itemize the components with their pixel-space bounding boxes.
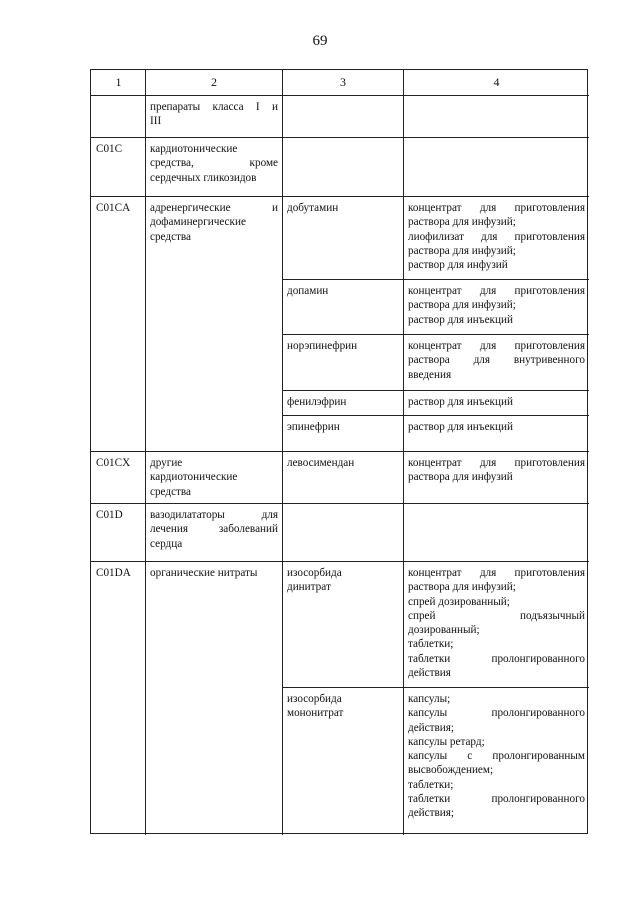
table-rule-horizontal: [282, 687, 589, 688]
atc-group-name-cell: [150, 142, 278, 185]
table-rule-horizontal: [91, 451, 589, 452]
table-rule-horizontal: [282, 334, 589, 335]
page-number: 69: [312, 33, 328, 49]
drug-name-cell: фенилэфрин: [287, 396, 347, 408]
table-rule-horizontal: [282, 390, 589, 391]
cell-text-line: действия;: [408, 807, 455, 820]
atc-code-cell: C01CX: [96, 457, 131, 469]
cell-text-line: раствор для инъекций: [408, 421, 513, 433]
cell-text-line: органические нитраты: [150, 567, 258, 579]
cell-text-line: дофаминергические: [150, 216, 246, 229]
cell-text-line: высвобождением;: [408, 764, 494, 777]
dosage-form-cell: [408, 692, 585, 821]
drug-name-cell: допамин: [287, 285, 329, 297]
cell-text-line: раствора для инфузий;: [408, 299, 516, 312]
dosage-form-cell: [408, 456, 585, 485]
cell-text-line: раствора для инфузий;: [408, 216, 516, 229]
cell-text-line: раствор для инъекций: [408, 396, 513, 408]
table-rule-horizontal: [91, 137, 589, 138]
cell-text-line: раствор для инфузий: [408, 259, 508, 272]
table-rule-horizontal: [282, 279, 589, 280]
table-rule-horizontal: [91, 561, 589, 562]
dosage-form-cell: [408, 201, 585, 272]
header-cell: 1: [115, 75, 122, 89]
cell-text-line: спрей подъязычный: [408, 609, 585, 622]
dosage-form-cell: [408, 420, 585, 434]
cell-text-line: раствора для инфузий: [408, 471, 513, 484]
cell-text-line: раствора для инфузий;: [408, 581, 516, 594]
dosage-form-cell: [408, 339, 585, 382]
cell-text-line: концентрат для приготовления: [408, 202, 585, 214]
cell-text-line: средства: [150, 485, 192, 498]
cell-text-line: кардиотонические: [150, 471, 238, 484]
atc-group-name-cell: [150, 201, 278, 244]
cell-text-line: изосорбида динитрат: [287, 567, 342, 594]
cell-text-line: средства, кроме: [150, 157, 278, 170]
drug-name-cell: норэпинефрин: [287, 340, 358, 352]
dosage-form-cell: [408, 566, 585, 680]
table-rule-horizontal: [282, 415, 589, 416]
cell-text-line: капсулы с пролонгированным: [408, 750, 585, 763]
header-cell: 3: [340, 75, 346, 89]
cell-text-line: таблетки пролонгированного: [408, 793, 585, 806]
dosage-form-cell: [408, 395, 585, 409]
cell-text-line: введения: [408, 368, 452, 381]
cell-text-line: сердца: [150, 537, 183, 550]
atc-code-cell: C01D: [96, 509, 123, 521]
cell-text-line: препараты класса I и: [150, 101, 278, 113]
atc-group-name-cell: [150, 100, 278, 129]
cell-text-line: действия;: [408, 721, 455, 734]
cell-text-line: вазодилататоры для: [150, 509, 278, 521]
cell-text-line: концентрат для приготовления: [408, 285, 585, 297]
cell-text-line: раствора для внутривенного: [408, 354, 585, 367]
cell-text-line: адренергические и: [150, 202, 278, 214]
table-rule-horizontal: [91, 196, 589, 197]
atc-code-cell: C01DA: [96, 567, 131, 579]
cell-text-line: кардиотонические: [150, 143, 238, 155]
cell-text-line: таблетки;: [408, 778, 454, 791]
table-rule-vertical: [403, 70, 404, 835]
atc-code-cell: C01CA: [96, 202, 131, 214]
cell-text-line: капсулы;: [408, 693, 451, 705]
cell-text-line: действия: [408, 667, 451, 680]
cell-text-line: изосорбида мононитрат: [287, 693, 344, 720]
cell-text-line: таблетки пролонгированного: [408, 652, 585, 665]
atc-group-name-cell: [150, 508, 278, 551]
atc-group-name-cell: [150, 456, 278, 499]
atc-group-name-cell: [150, 566, 278, 580]
header-cell: 2: [211, 75, 217, 89]
cell-text-line: спрей дозированный;: [408, 595, 510, 608]
cell-text-line: III: [150, 115, 162, 128]
header-cell: 4: [493, 75, 500, 89]
drug-name-cell: [287, 692, 357, 721]
drug-classification-table: [90, 69, 588, 834]
table-rule-horizontal: [91, 503, 589, 504]
drug-name-cell: [287, 566, 357, 595]
table-rule-horizontal: [91, 95, 589, 96]
drug-name-cell: эпинефрин: [287, 421, 340, 433]
cell-text-line: средства: [150, 230, 192, 243]
cell-text-line: капсулы ретард;: [408, 735, 485, 748]
table-rule-vertical: [145, 70, 146, 835]
cell-text-line: раствора для инфузий;: [408, 244, 516, 257]
cell-text-line: раствор для инъекций: [408, 313, 513, 326]
cell-text-line: концентрат для приготовления: [408, 457, 585, 469]
cell-text-line: лиофилизат для приготовления: [408, 230, 585, 243]
cell-text-line: сердечных гликозидов: [150, 171, 257, 184]
table-rule-vertical: [282, 70, 283, 835]
cell-text-line: концентрат для приготовления: [408, 567, 585, 579]
dosage-form-cell: [408, 284, 585, 327]
atc-code-cell: C01C: [96, 143, 123, 155]
cell-text-line: дозированный;: [408, 624, 480, 637]
cell-text-line: другие: [150, 457, 183, 469]
cell-text-line: лечения заболеваний: [150, 523, 278, 536]
drug-name-cell: левосимендан: [287, 457, 355, 469]
drug-name-cell: добутамин: [287, 202, 339, 214]
cell-text-line: концентрат для приготовления: [408, 340, 585, 352]
cell-text-line: капсулы пролонгированного: [408, 707, 585, 720]
cell-text-line: таблетки;: [408, 638, 454, 651]
